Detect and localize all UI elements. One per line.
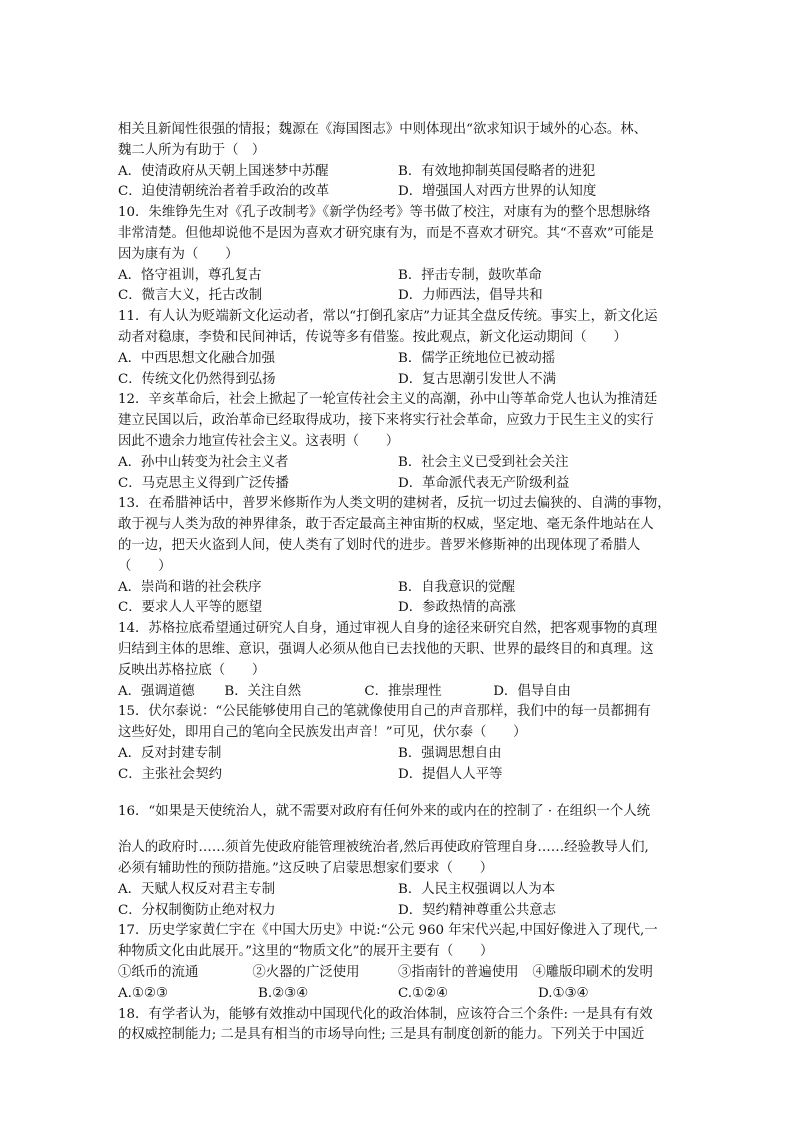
question-16 (118, 802, 678, 922)
spacer (118, 786, 678, 802)
option-c[interactable]: C．迫使清朝统治者着手政治的改革 (118, 184, 330, 200)
question-stem-line: 动者对稳康，李贽和民间神话，传说等多有借鉴。按此观点，新文化运动期间（ ） (118, 329, 627, 345)
items-row (118, 963, 678, 984)
question-stem-line: 16．“如果是天使统治人，就不需要对政府有任何外来的或内在的控制了 · 在组织一个人统 (118, 803, 651, 819)
option-b[interactable]: B．关注自然 (224, 683, 302, 699)
question-18 (118, 1005, 678, 1047)
option-b[interactable]: B．社会主义已受到社会关注 (398, 454, 569, 470)
option-b[interactable]: B．儒学正统地位已被动摇 (398, 350, 556, 366)
option-c[interactable]: C．传统文化仍然得到弘扬 (118, 371, 276, 387)
question-stem-line: 敢于视与人类为敌的神界律条，敢于否定最高主神宙斯的权威，坚定地、毫无条件地站在人 (118, 517, 654, 533)
options-row (118, 474, 678, 495)
question-stem-line: 15．伏尔泰说：“公民能够使用自己的笔就像使用自己的声音那样，我们中的每一员都拥有 (118, 704, 651, 720)
options-row (118, 578, 678, 599)
options-row (118, 682, 678, 703)
option-c[interactable]: C．分权制衡防止绝对权力 (118, 902, 276, 918)
options-row (118, 901, 678, 922)
question-stem-line: 因此不遗余力地宣传社会主义。这表明（ ） (118, 433, 400, 449)
option-c[interactable]: C．要求人人平等的愿望 (118, 600, 263, 616)
question-stem-line: 这些好处，即用自己的笔向全民族发出声音！”可见，伏尔泰（ ） (118, 725, 527, 741)
options-row (118, 286, 678, 307)
question-9 (118, 120, 678, 203)
spacer (118, 822, 678, 838)
question-stem-line: 12．辛亥革命后，社会上掀起了一轮宣传社会主义的高潮，孙中山等革命党人也认为推清廷 (118, 392, 658, 408)
question-stem-line: 种物质文化由此展开。”这里的“物质文化”的展开主要有（ ） (118, 944, 494, 960)
option-b[interactable]: B．强调思想自由 (398, 745, 502, 761)
options-row (118, 598, 678, 619)
question-17 (118, 921, 678, 1004)
question-stem-line: 治人的政府时……须首先使政府能管理被统治者,然后再使政府管理自身……经验教导人们, (118, 840, 649, 856)
question-13 (118, 494, 678, 619)
item-3: ③指南针的普遍使用 (397, 965, 519, 981)
option-d[interactable]: D．复古思潮引发世人不满 (398, 371, 557, 387)
question-stem-line: 的权威控制能力; 二是具有相当的市场导向性; 三是具有制度创新的能力。下列关于中国近 (118, 1027, 645, 1043)
question-stem-line: 10．朱维铮先生对《孔子改制考》《新学伪经考》等书做了校注，对康有为的整个思想脉络 (118, 205, 651, 221)
item-2: ②火器的广泛使用 (252, 965, 360, 981)
option-b[interactable]: B．自我意识的觉醒 (398, 579, 515, 595)
options-row (118, 182, 678, 203)
item-4: ④雕版印刷术的发明 (532, 965, 653, 981)
question-11 (118, 307, 678, 390)
question-stem-line: 归结到主体的思维、意识，强调人必须从他自已去找他的天职、世界的最终目的和真理。这 (118, 641, 654, 657)
options-row (118, 349, 678, 370)
question-stem-line: 的一边，把天火盗到人间，使人类有了划时代的进步。普罗米修斯神的出现体现了希腊人 (118, 537, 641, 553)
option-d[interactable]: D．提倡人人平等 (398, 766, 503, 782)
question-stem-line: 因为康有为（ ） (118, 246, 239, 262)
options-row (118, 370, 678, 391)
question-10 (118, 203, 678, 307)
item-1: ①纸币的流通 (118, 965, 199, 981)
option-b[interactable]: B．人民主权强调以人为本 (398, 881, 556, 897)
option-d[interactable]: D．革命派代表无产阶级利益 (398, 475, 570, 491)
question-stem-line: 相关且新闻性很强的情报；魏源在《海国图志》中则体现出“欲求知识于域外的心态。林、 (118, 122, 648, 137)
option-a[interactable]: A．反对封建专制 (118, 745, 222, 761)
option-d[interactable]: D.①③④ (538, 985, 589, 1001)
exam-page (118, 120, 678, 1046)
options-row (118, 453, 678, 474)
question-stem-line: 必须有辅助性的预防措施。”这反映了启蒙思想家们要求（ ） (118, 861, 494, 877)
option-d[interactable]: D．契约精神尊重公共意志 (398, 902, 557, 918)
question-stem-line: 13．在希腊神话中，普罗米修斯作为人类文明的建树者，反抗一切过去偏狭的、自满的事物， (118, 496, 671, 512)
question-stem-line: 11．有人认为贬端新文化运动者，常以“打倒孔家店”力证其全盘反传统。事实上，新文化运 (118, 309, 658, 325)
option-a[interactable]: A．中西思想文化融合加强 (118, 350, 275, 366)
option-a[interactable]: A．天赋人权反对君主专制 (118, 881, 275, 897)
option-d[interactable]: D．增强国人对西方世界的认知度 (398, 184, 597, 200)
option-d[interactable]: D．倡导自由 (493, 683, 571, 699)
options-row (118, 765, 678, 786)
question-12 (118, 390, 678, 494)
option-d[interactable]: D．力师西法，倡导共和 (398, 288, 543, 304)
question-stem-line: 魏二人所为有助于（ ） (118, 142, 266, 158)
option-c[interactable]: C.①②④ (398, 985, 449, 1001)
option-a[interactable]: A．恪守祖训，尊孔复古 (118, 267, 262, 283)
option-b[interactable]: B.②③④ (258, 985, 309, 1001)
option-a[interactable]: A．强调道德 (118, 683, 195, 699)
option-a[interactable]: A．崇尚和谐的社会秩序 (118, 579, 262, 595)
question-14 (118, 619, 678, 702)
question-stem-line: 建立民国以后，政治革命已经取得成功，接下来将实行社会革命，应致力于民生主义的实行 (118, 413, 654, 429)
option-c[interactable]: C．推崇理性 (364, 683, 442, 699)
option-c[interactable]: C．马克思主义得到广泛传播 (118, 475, 289, 491)
question-stem-line: 18．有学者认为，能够有效推动中国现代化的政治体制，应该符合三个条件: 一是具有有效 (118, 1006, 653, 1022)
option-b[interactable]: B．有效地抑制英国侵略者的进犯 (398, 163, 596, 179)
option-c[interactable]: C．微言大义，托古改制 (118, 288, 263, 304)
option-d[interactable]: D．参政热情的高涨 (398, 600, 516, 616)
options-row (118, 880, 678, 901)
question-stem-line: 17．历史学家黄仁宇在《中国大历史》中说:“公元 960 年宋代兴起,中国好像进入了现代,一 (118, 923, 658, 939)
question-15 (118, 702, 678, 785)
question-stem-line: 反映出苏格拉底（ ） (118, 662, 266, 678)
option-a[interactable]: A.①②③ (118, 985, 168, 1001)
question-stem-line: 14．苏格拉底希望通过研究人自身，通过审视人自身的途径来研究自然，把客观事物的真理 (118, 621, 658, 637)
option-b[interactable]: B．抨击专制，鼓吹革命 (398, 267, 542, 283)
option-c[interactable]: C．主张社会契约 (118, 766, 222, 782)
option-a[interactable]: A．孙中山转变为社会主义者 (118, 454, 289, 470)
question-stem-line: （ ） (118, 558, 172, 574)
options-row (118, 984, 678, 1005)
options-row (118, 744, 678, 765)
option-a[interactable]: A．使清政府从天朝上国迷梦中苏醒 (118, 163, 329, 179)
options-row (118, 162, 678, 183)
options-row (118, 266, 678, 287)
question-stem-line: 非常清楚。但他却说他不是因为喜欢才研究康有为，而是不喜欢才研究。其“不喜欢”可能是 (118, 225, 654, 241)
